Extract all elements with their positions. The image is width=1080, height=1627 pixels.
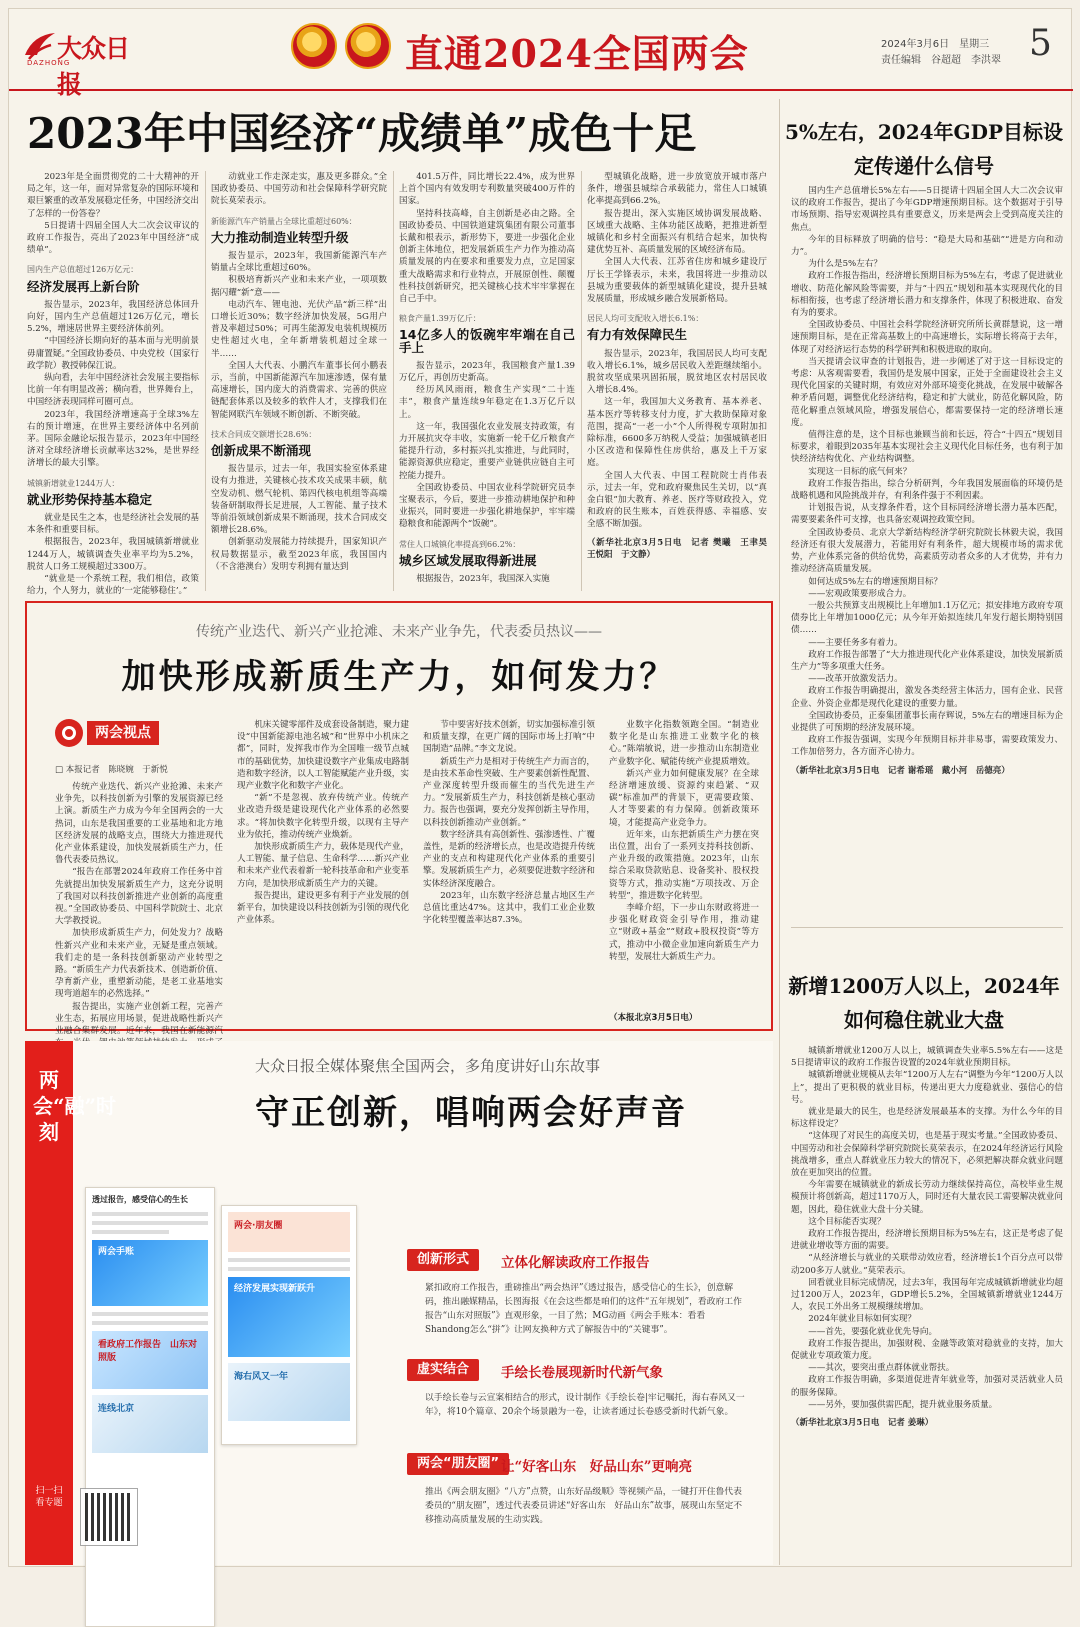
paragraph: 政府工作报告提出，经济增长预期目标为5%左右，这正是考虑了促进就业增收等方面的需要。 [791, 1229, 1063, 1252]
paragraph: 全国政协委员、中国社会科学院经济研究所所长黄群慧说，这一增速预期目标，是在正常高基数上的中高速增长，实际增长将高于去年，体现了对经济运行态势的科学研判和积极进取的取向。 [791, 320, 1063, 355]
subheading: 14亿多人的饭碗牢牢端在自己手上 [399, 327, 575, 355]
page-number: 5 [1029, 23, 1052, 64]
paragraph: 全国政协委员，正泰集团董事长南存辉说，5%左右的增速目标为企业提供了可预期的经济发展环境。 [791, 710, 1063, 733]
paragraph: 为什么是5%左右？ [808, 259, 882, 270]
section-sub: 让“好客山东 好品山东”更响亮 [501, 1459, 693, 1475]
paragraph: 全国人大代表、小鹏汽车董事长何小鹏表示，当前，中国新能源汽车加速渗透，保有量高速增长，国内庞大的消费需求、完善的供应链配套体系以及较多的软件人才，支撑我们在智能网联汽车领域不断创新、不断突破。 [211, 360, 387, 420]
paragraph: 根据报告，2023年，我国深入实施 [416, 574, 550, 585]
paragraph: 401.5万件，同比增长22.4%，成为世界上首个国内有效发明专利数量突破400万件的国家。 [399, 172, 575, 207]
paragraph-group [211, 463, 387, 573]
paragraph: 全国人大代表、江苏省住房和城乡建设厅厅长王学锋表示，未来，我国将进一步推动以县城为重要载体的新型城镇化建设，提升县城发展质量，形成城乡融合发展新格局。 [587, 257, 767, 305]
paragraph: 5日提请十四届全国人大二次会议审议的政府工作报告，亮出了2023年中国经济“成绩单”。 [27, 220, 199, 256]
paragraph: 回看就业目标完成情况，过去3年，我国每年完成城镇新增就业均超过1200万人，2023年，GDP增长5.2%，全国城镇新增就业1244万人，农民工外出务工规模继续增加。 [791, 1277, 1063, 1313]
paragraph-group [609, 719, 759, 963]
paragraph: 报告显示，过去一年，我国实验室体系建设有力推进，关键核心技术攻关成果丰硕，航空发动机、燃气轮机、第四代核电机组等高端装备研制取得长足进展，人工智能、量子技术等前沿领域创新成果不断涌现，技术合同成交额增长28.6%。 [211, 464, 387, 536]
paragraph-group [399, 360, 575, 531]
promo-kicker: 大众日报全媒体聚焦全国两会，多角度讲好山东故事 [255, 1057, 601, 1075]
right-byline-2: （新华社北京3月5日电 记者 姜琳） [791, 1418, 934, 1429]
paper-sub: DAZHONG [27, 59, 71, 67]
paragraph: “报告在部署2024年政府工作任务中首先就提出加快发展新质生产力，这充分说明了我国对以科技创新推进产业创新的高度重视。”全国政协委员、中国科学院院士、北京大学教授说。 [55, 867, 223, 927]
paragraph: 实现这一目标的底气何来？ [808, 466, 912, 477]
phone-mock-1 [85, 1187, 215, 1627]
paragraph: 政府工作报告部署了“大力推进现代化产业体系建设，加快发展新质生产力”等多项重大任务。 [791, 649, 1063, 672]
column-divider [581, 171, 582, 591]
section-body: 推出《两会朋友圈》“八方”点赞，山东好品级顺》等视频产品，一键打开住鲁代表委员的“朋友圈”，透过代表委员讲述“好客山东 好品山东”故事，展现山东坚定不移推动高质量发展的生动实践。 [425, 1487, 743, 1525]
kicker: 城镇新增就业1244万人： [27, 478, 120, 488]
logo-icon [23, 31, 57, 61]
cppcc-emblem-icon [345, 23, 391, 69]
paragraph: 政府工作报告强调，实现今年预期目标并非易事，需要政策发力、工作加倍努力，各方面齐心协力。 [791, 735, 1063, 758]
viewpoint-icon [55, 719, 83, 747]
paragraph-group [399, 573, 575, 585]
paragraph: 报告显示，2023年，我国经济总体回升向好，国内生产总值超过126万亿元，增长5.2%，增速居世界主要经济体前列。 [27, 299, 199, 335]
column-divider [393, 171, 394, 591]
section-pill: 虚实结合 [407, 1359, 479, 1381]
paragraph: 数字经济具有高创新性、强渗透性、广覆盖性，是新的经济增长点，也是改造提升传统产业的支点和构建现代化产业体系的重要引擎。发展新质生产力，必须要促进数字经济和实体经济深度融合。 [423, 829, 595, 889]
paragraph: 政府工作报告指出，经济增长预期目标为5%左右，考虑了促进就业增收、防范化解风险等需要，并与“十四五”规划和基本实现现代化的目标相衔接，也考虑了经济增长潜力和支撑条件，体现了积极进取、奋发有为的要求。 [791, 271, 1063, 319]
paragraph: ——首先，要强化就业优先导向。 [808, 1326, 938, 1337]
paragraph: “中国经济长期向好的基本面与光明前景毋庸置疑。”全国政协委员、中央党校（国家行政学院）教授韩保江说。 [27, 336, 199, 371]
paragraph: 传统产业迭代、新兴产业抢滩、未来产业争先，以科技创新为引擎的发展资源已经上演。新质生产力成为今年全国两会的一大热词，山东是我国重要的工业基地和北方地区经济发展的战略支点，围绕大力推进现代化产业体系建设，加快发展新质生产力，任鲁代表委员热议。 [55, 782, 223, 866]
phone-tag: 两会·朋友圈 [228, 1212, 350, 1252]
paragraph: 报告提出，深入实施区域协调发展战略、区域重大战略、主体功能区战略，把推进新型城镇化和乡村全面振兴有机结合起来，加快构建优势互补、高质量发展的区域经济布局。 [587, 208, 767, 256]
kicker: 新能源汽车产销量占全球比重超过60%： [211, 216, 357, 226]
subheading: 城乡区域发展取得新进展 [399, 552, 537, 568]
paragraph: 政府工作报告明确提出，激发各类经营主体活力，国有企业、民营企业、外资企业都是现代化建设的重要力量。 [791, 686, 1063, 709]
promo-side-bottom: 扫一扫看专题 [35, 1486, 63, 1508]
right-byline-1: （新华社北京3月5日电 记者 谢希瑶 戴小河 岳德亮） [791, 765, 1010, 776]
lead-col-2 [211, 171, 387, 591]
paragraph: 经历风风雨雨，粮食生产实现“二十连丰”，粮食产量连续9年稳定在1.3万亿斤以上。 [399, 385, 575, 420]
paragraph-group [587, 171, 767, 305]
framed-article [25, 601, 773, 1037]
lead-headline: 2023年中国经济“成绩单”成色十足 [27, 109, 697, 158]
paragraph: 纵向看，去年中国经济社会发展主要指标比前一年有明显改善；横向看，世界舞台上，中国经济表现同样可圈可点。 [27, 373, 199, 408]
section-body: 以手绘长卷与云宣案相结合的形式，设计制作《手绘长卷|牢记嘱托，海右春风又一年》，将10个篇章、20余个场景融为一卷，让读者通过长卷感受新时代新气象。 [425, 1393, 745, 1417]
promo-section [25, 1041, 773, 1565]
paragraph: ——其次，要突出重点群体就业帮扶。 [808, 1363, 955, 1374]
paragraph-group [423, 719, 595, 926]
paragraph: ——宏观政策要形成合力。 [808, 588, 912, 599]
paragraph: 积极培育新兴产业和未来产业，一项项数据闪耀“新”意—— [211, 275, 387, 298]
kicker: 常住人口城镇化率提高到66.2%： [399, 539, 521, 549]
kicker: 粮食产量1.39万亿斤： [399, 314, 481, 324]
paragraph-group [791, 1045, 1063, 1411]
paragraph-group [27, 299, 199, 470]
paragraph-group [211, 171, 387, 208]
phone-title: 透过报告，感受信心的生长 [92, 1195, 188, 1204]
right-column-divider [779, 99, 780, 1565]
paragraph: 政府工作报告提出，加强财税、金融等政策对稳就业的支持，加大促就业专项政策力度。 [791, 1338, 1063, 1362]
phone-card: 两会手账 [92, 1240, 208, 1306]
paragraph-group [399, 171, 575, 305]
banner-title: 直通2024全国两会 [405, 31, 749, 76]
framed-col-1 [55, 781, 223, 1037]
national-emblem-icon [291, 23, 337, 69]
lead-col-3 [399, 171, 575, 591]
framed-title: 加快形成新质生产力，如何发力？ [121, 657, 677, 697]
framed-col-2 [237, 719, 409, 1021]
paragraph: 这一年，我国加大义务教育、基本养老、基本医疗等转移支付力度，扩大救助保障对象范围，提高“一老一小”个人所得税专项附加扣除标准，6600多万纳税人受益；加强城镇老旧小区改造和保障性住房供给，惠及上千万家庭。 [587, 397, 767, 469]
framed-col-4 [609, 719, 759, 1011]
paragraph: 机床关键零部件及成套设备制造，聚力建设“中国新能源电池名城”和“世界中小机床之都”，同时，发挥我市作为全国唯一级节点城市的基础优势，加快建设数字产业集成电路制造和数字经济，以人工智能赋能产业升级，实现产业数字化和数字产业化。 [237, 720, 409, 792]
paragraph: 新兴产业力如何健康发展？在全球经济增速放缓、资源约束趋紧、“双碳”标准加严的背景下，更需要政策、人才等要素的有力保障。创新政策环境，才能提高产业竞争力。 [609, 768, 759, 828]
kicker: 国内生产总值超过126万亿元： [27, 265, 139, 275]
masthead [9, 9, 1073, 99]
paragraph-group [55, 781, 223, 1062]
kicker: 居民人均可支配收入增长6.1%： [587, 314, 704, 324]
paragraph: 如何达成5%左右的增速预期目标？ [808, 576, 943, 587]
lead-col-4 [587, 171, 776, 591]
lead-col-1-paras [27, 171, 199, 256]
right-headline-2: 新增1200万人以上，2024年如何稳住就业大盘 [788, 974, 1060, 1032]
paragraph: 电动汽车、锂电池、光伏产品“新三样”出口增长近30%；数字经济加快发展，5G用户普及率超过50%；可再生能源发电装机规模历史性超过火电，全年新增装机超过全球一半…… [211, 299, 387, 359]
paragraph: ——改革开放激发活力。 [808, 674, 903, 685]
paragraph: 政府工作报告指出，综合分析研判，今年我国发展面临的环境仍是战略机遇和风险挑战并存，有利条件强于不利因素。 [791, 478, 1063, 502]
paragraph: 城镇新增就业规模从去年“1200万人左右”调整为今年“1200万人以上”，提出了更积极的就业目标，传递出更大力度稳就业、强信心的信号。 [791, 1070, 1063, 1105]
paragraph: 节中要害好技术创新，切实加强标准引领和质量支撑，在更广阔的国际市场上打响“中国制造”品牌。”李文龙说。 [423, 720, 595, 755]
subheading: 有力有效保障民生 [587, 327, 688, 343]
section-pill: 创新形式 [407, 1249, 479, 1271]
right-article-2 [791, 1045, 1063, 1565]
issue-date: 2024年3月6日 星期三 [881, 39, 990, 50]
paragraph: 国内生产总值增长5%左右——5日提请十四届全国人大二次会议审议的政府工作报告，提出了今年GDP增速预期目标。这个数据对于引导市场预期、指导宏观调控具有重要意义，历来是两会上受到高度关注的焦点。 [791, 186, 1063, 233]
paragraph-group [237, 719, 409, 926]
paragraph: 2023年是全面贯彻党的二十大精神的开局之年，这一年，面对异常复杂的国际环境和艰巨繁重的改革发展稳定任务，中国经济交出了怎样的一份答卷？ [27, 172, 199, 219]
paragraph: 计划报告说，从支撑条件看，这个目标同经济增长潜力基本匹配，需要要素条件可支撑，也具备宏观调控政策空间。 [791, 503, 1063, 526]
paragraph: 报告显示，2023年，我国居民人均可支配收入增长6.1%，城乡居民收入差距继续缩小。脱贫攻坚成果巩固拓展，脱贫地区农村居民收入增长8.4%。 [587, 348, 767, 396]
paragraph: 创新驱动发展能力持续提升，国家知识产权局数据显示，截至2023年底，我国国内（不含港澳台）发明专利拥有量达到 [211, 537, 387, 572]
paragraph: 加快形成新质生产力，何处发力？战略性新兴产业和未来产业，无疑是重点领域。我们走的是一条科技创新驱动产业转型之路。“新质生产力代表新技术、创造新价值、孕育新产业，重塑新动能，是老工业基地实现弯道超车的必然选择。” [55, 928, 223, 1000]
paragraph: 报告显示，2023年，我国粮食产量1.39万亿斤，再创历史新高。 [399, 360, 575, 384]
subheading: 大力推动制造业转型升级 [211, 229, 349, 245]
section-sub: 立体化解读政府工作报告 [501, 1255, 650, 1271]
section-pill: 两会“朋友圈” [407, 1453, 509, 1475]
promo-side-title: 两会“融”时刻 [33, 1068, 117, 1144]
paragraph: 城镇新增就业1200万人以上，城镇调查失业率5.5%左右——这是5日提请审议的政府工作报告设置的2024年就业预期目标。 [791, 1046, 1063, 1069]
paragraph: 2024年就业目标如何实现？ [808, 1314, 916, 1325]
subheading: 创新成果不断涌现 [211, 443, 312, 459]
paragraph-group [791, 185, 1063, 759]
paragraph: 加快形成新质生产力，载体是现代产业，人工智能、量子信息、生命科学……新兴产业和未来产业代表着新一轮科技革命和产业变革方向，是加快形成新质生产力的关键。 [237, 842, 409, 889]
paragraph: “从经济增长与就业的关联带动效应看，经济增长1个百分点可以带动200多万人就业。”莫荣表示。 [791, 1253, 1063, 1276]
paragraph: 动就业工作走深走实，惠及更多群众。”全国政协委员、中国劳动和社会保障科学研究院院长莫荣表示。 [211, 172, 387, 207]
subheading: 就业形势保持基本稳定 [27, 491, 153, 507]
reporter-line: □ 本报记者 陈晓婉 于新悦 [55, 765, 168, 775]
phone-mock-2 [221, 1205, 357, 1445]
editors: 责任编辑 谷超超 李洪翠 [881, 55, 1001, 66]
paragraph: 这个目标能否实现？ [808, 1216, 886, 1227]
paragraph: 政府工作报告明确，多渠道促进青年就业等，加强对灵活就业人员的服务保障。 [791, 1375, 1063, 1398]
emblems [291, 23, 401, 73]
paragraph: 业数字化指数领跑全国。“制造业数字化是山东推进工业数字化的核心。”陈端敏说，进一步推动山东制造业产业数字化、赋能传统产业提质增效。 [609, 720, 759, 767]
framed-kicker: 传统产业迭代、新兴产业抢滩、未来产业争先，代表委员热议—— [196, 624, 602, 640]
paragraph: 2023年，山东数字经济总量占地区生产总值比重达47%。这其中，我们工业企业数字化转型覆盖率达87.3%。 [423, 890, 595, 926]
paragraph: 根据报告，2023年，我国城镇新增就业1244万人，城镇调查失业率平均为5.2%，脱贫人口务工规模超过3300万。 [27, 537, 199, 572]
phone-card: 经济发展实现新跃升 [228, 1277, 350, 1357]
paragraph: 值得注意的是，这个目标也兼顾当前和长远，符合“十四五”规划目标要求，着眼到2035年基本实现社会主义现代化目标任务，也有利于加快经济结构优化、产业结构调整。 [791, 430, 1063, 465]
paragraph: “就业是一个系统工程，我们相信，政策给力，个人努力，就业的‘一定能够稳住’。” [27, 574, 199, 597]
paragraph: “新”不是忽视、放弃传统产业。传统产业改造升级是建设现代化产业体系的必然要求。“将加快数字化转型升级，以现有主导产业为依托，推动传统产业焕新。 [237, 793, 409, 840]
paragraph: 2023年，我国经济增速高于全球3%左右的预计增速，在世界主要经济体中名列前茅。国际金融论坛报告显示，2023年中国经济对全球经济增长贡献率达32%，是世界经济增长的最大引擎。 [27, 409, 199, 469]
paragraph: 全国政协委员、中国农业科学院研究员李宝聚表示，今后，要进一步推动耕地保护和种业振兴，同时要进一步强化耕地保护，牢牢端稳粮食和能源两个“饭碗”。 [399, 482, 575, 530]
paper-name: 大众日报 [57, 34, 130, 99]
paragraph: 新质生产力是相对于传统生产力而言的，是由技术革命性突破、生产要素创新性配置、产业深度转型升级而催生的当代先进生产力。“发展新质生产力，科技创新是核心驱动力。报告也强调，要充分发挥创新主导作用，以科技创新推动产业创新。” [423, 756, 595, 828]
promo-title: 守正创新，唱响两会好声音 [255, 1093, 687, 1133]
phone-card-2: 看政府工作报告 山东对照版 [92, 1331, 208, 1389]
right-article-1 [791, 185, 1063, 923]
right-divider [791, 927, 1063, 928]
paragraph: 报告显示，2023年，我国新能源汽车产销量占全球比重超过60%。 [211, 251, 387, 274]
lead-byline: （新华社北京3月5日电 记者 樊曦 王聿昊 王悦阳 于文静） [587, 537, 776, 560]
paragraph: 型城镇化战略，进一步放宽放开城市落户条件，增强县城综合承载能力，常住人口城镇化率提高到66.2%。 [587, 172, 767, 207]
framed-col-3 [423, 719, 595, 1021]
tag-label: 两会视点 [87, 721, 159, 745]
paragraph: 报告提出，建设更多有利于产业发展的创新平台，加快建设以科技创新为引领的现代化产业体系。 [237, 890, 409, 926]
paragraph: ——主要任务多有着力。 [808, 637, 903, 648]
paragraph: 一般公共预算支出规模比上年增加1.1万亿元；拟安排地方政府专项债券比上年增加1000亿元；从今年开始拟连续几年发行超长期特别国债…… [791, 600, 1063, 636]
kicker: 技术合同成交额增长28.6%： [211, 429, 317, 439]
phone-card-2: 海右风又一年 [228, 1363, 350, 1421]
paragraph: 就业是最大的民生，也是经济发展最基本的支撑。为什么今年的目标这样设定？ [791, 1107, 1063, 1130]
lianghui-tag [55, 719, 187, 749]
qr-code-icon[interactable] [81, 1489, 137, 1545]
paragraph: 全国人大代表、中国工程院院士肖伟表示，过去一年，党和政府聚焦民生关切，以“真金白银”加大教育、养老、医疗等财政投入，党和政府的民生账本，百姓获得感、幸福感、安全感不断加强。 [587, 470, 767, 530]
paragraph: 近年来，山东把新质生产力摆在突出位置，出台了一系列支持科技创新、产业升级的政策措施。2023年，山东综合采取贷款贴息、设备奖补、股权投资等方式，推动实施“万项技改、万企转型”，推进数字化转型。 [609, 829, 759, 901]
paragraph: 李峰介绍，下一步山东财政将进一步强化财政资金引导作用，推动建立“财政+基金”“财政+股权投资”等方式，推动中小微企业加速向新质生产力转型，发展壮大新质生产力。 [609, 903, 759, 962]
paragraph: 坚持科技高峰，自主创新是必由之路。全国政协委员、中国铁道建筑集团有限公司董事长戴和根表示，新形势下，要进一步强化企业创新主体地位，把发展新质生产力作为推动高质量发展的内在要求和重要发力点，立足国家重大战略需求和行业特点，开展原创性、颠覆性科技创新研究，把关键核心技术牢牢掌握在自己手中。 [399, 208, 575, 305]
paragraph: 今年的目标释放了明确的信号：“稳是大局和基础”“进是方向和动力”。 [791, 234, 1063, 258]
framed-byline: （本报北京3月5日电） [609, 1013, 698, 1023]
paragraph: 这一年，我国强化农业发展支持政策，有力开展抗灾夺丰收，实施新一轮千亿斤粮食产能提升行动，多村振兴扎实推进，与此同时，能源资源供应稳定，重要产业链供应链自主可控能力提升。 [399, 421, 575, 481]
paper-logo [23, 25, 133, 99]
lead-col-1 [27, 171, 199, 597]
paragraph-group [27, 512, 199, 597]
section-body: 紧扣政府工作报告，重磅推出“两会热评”《透过报告，感受信心的生长》，创意解码，推出融媒精品，长图海报《在会这些都是咱们的这件“五年规划”，看政府工作报告“山东对照版”》直观形象，一目了然；MG动画《两会手账本：看看Shandong怎么“拼”》让网友换种方式了解报告中的“关键事”。 [425, 1283, 742, 1335]
paragraph: “这体现了对民生的高度关切，也是基于现实考量。”全国政协委员、中国劳动和社会保障科学研究院院长莫荣表示，在2024年经济运行风险挑战增多，重点人群就业压力较大的情况下，必须把解决群众就业问题放在更加突出的位置。 [791, 1131, 1063, 1179]
paragraph: 全国政协委员、北京大学新结构经济学研究院院长林毅夫说，我国经济还有很大发展潜力，若能用好有利条件，超大规模市场的需求优势，产业体系完备的供给优势，高素质劳动者众多的人才优势，并有力推动经济高质量发展。 [791, 527, 1063, 575]
paragraph: 就业是民生之本，也是经济社会发展的基本条件和重要目标。 [27, 513, 199, 536]
paragraph-group [211, 250, 387, 421]
paragraph: ——另外，要加强供需匹配，提升就业服务质量。 [808, 1399, 998, 1410]
column-divider [205, 171, 206, 591]
paragraph: 报告提出，实施产业创新工程，完善产业生态，拓展应用场景，促进战略性新兴产业融合集群发展。近年来，我国在新能源汽 [55, 1001, 223, 1037]
newspaper-page [8, 8, 1072, 1567]
right-headline-1: 5%左右，2024年GDP目标设定传递什么信号 [784, 120, 1064, 178]
paragraph: 今年需要在城镇就业的新成长劳动力继续保持高位，高校毕业生规模预计将创新高，超过1170万人，同时还有大量农民工需要解决就业问题，因此，稳住就业大盘十分关键。 [791, 1180, 1063, 1215]
paragraph-group [587, 348, 767, 531]
phone-card-3: 连线北京 [92, 1395, 208, 1453]
section-sub: 手绘长卷展现新时代新气象 [501, 1365, 663, 1381]
paragraph: 当天提请会议审查的计划报告，进一步阐述了对于这一目标设定的考虑：从客观需要看，我国仍是发展中国家，正处于全面建设社会主义现代化国家的关键时期，有效应对外部环境变化挑战，在发展中破解各种矛盾问题，调整优化经济结构，稳定和扩大就业，防范化解风险，防范化解重点领域风险，增强发展信心，都需要保持一定的经济增长速度。 [791, 356, 1063, 428]
date-info [881, 37, 1001, 69]
subheading: 经济发展再上新台阶 [27, 278, 140, 294]
